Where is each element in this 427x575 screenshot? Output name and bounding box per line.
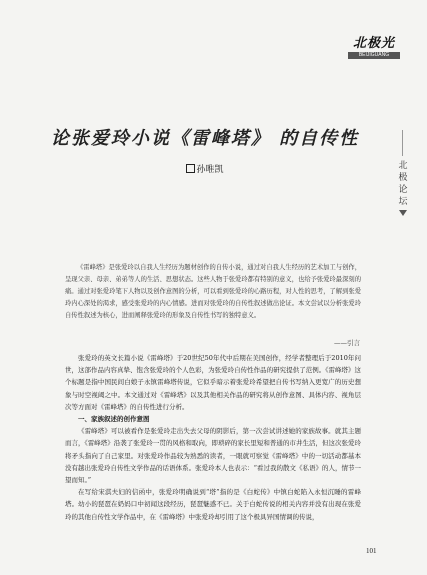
journal-logo	[346, 32, 402, 59]
logo-subtitle: BEIJIGUANG	[348, 52, 400, 59]
body-paragraph: 《雷峰塔》可以被看作是张爱玲走出失去父母的阴影后，第一次尝试讲述她的家族故事。就其主题而言，《雷峰塔》沿袭了张爱玲一贯的风格和取向，即琐碎的家长里短和普通的市井生活，但这次张爱玲将矛头指向了自己家里。对张爱玲作品较为熟悉的读者，一眼就可察觉《雷峰塔》中的一切活动都基本没有越出张爱玲自传性文学作品的话语体系。张爱玲本人也表示：“看过我的散文《私语》的人，情节一望而知。”	[65, 427, 361, 485]
section-tab: 北极论坛	[398, 161, 408, 207]
section-tab-line	[402, 130, 403, 156]
square-icon	[186, 164, 195, 173]
author-name: 孙唯凯	[196, 165, 224, 175]
article-author	[40, 162, 370, 175]
article-body	[65, 352, 361, 523]
abstract-signature: ——引言	[334, 339, 360, 347]
section-heading: 一、家族叙述的创作意图	[78, 415, 150, 424]
article-abstract: 《雷峰塔》是张爱玲以自我人生经历为题材创作的自传小说，通过对自我人生经历的艺术加工与创作，呈现父亲、母亲、弟弟等人的生活、思想状态。这些人物于张爱玲都有特别的意义，也给予张爱玲最深刻的痛。通过对张爱玲笔下人物以及创作意图的分析，可以看到张爱玲的心路历程，对人性的思考，了解到张爱玲内心深处的渴求，感受张爱玲的内心情感。进而对张爱玲的自传性叙述做出论证。本文尝试以分析张爱玲自传性叙述为核心，进而阐释张爱玲的形象及自传性书写的独特意义。	[65, 264, 361, 319]
body-paragraph: 在写给宋淇夫妇的信函中，张爱玲明确说到“塔”指的是《白蛇传》中镇白蛇陷入永恒沉睡的雷峰塔。幼小的琵琶在奶妈口中初闻这段经历，琵琶魅惑不已。关于白蛇传说的相关内容并没有出现在张爱玲的其他自传性文学作品中，在《雷峰塔》中张爱玲却引用了这个极具异国情调的传说，	[65, 488, 361, 521]
logo-text: 北极光	[352, 36, 395, 51]
article-title: 论张爱玲小说《雷峰塔》 的自传性	[50, 128, 360, 149]
triangle-down-icon	[399, 210, 407, 216]
body-paragraph: 张爱玲的英文长篇小说《雷峰塔》于20世纪50年代中后期在美国创作，经学者整理后于2010年问世，这部作品内容真挚、饱含张爱玲的个人色彩，为张爱玲自传性作品的研究提供了范例。《雷峰塔》这个标题是指中国民间白娘子永镇雷峰塔传说，它似乎暗示着张爱玲希望把自传书写纳入更宽广的历史想象与时空视阈之中。本文通过对《雷峰塔》以及其他相关作品的研究将从创作意图、具体内容、视角层次等方面对《雷峰塔》的自传性进行分析。	[65, 354, 361, 411]
page-number: 101	[366, 547, 377, 555]
